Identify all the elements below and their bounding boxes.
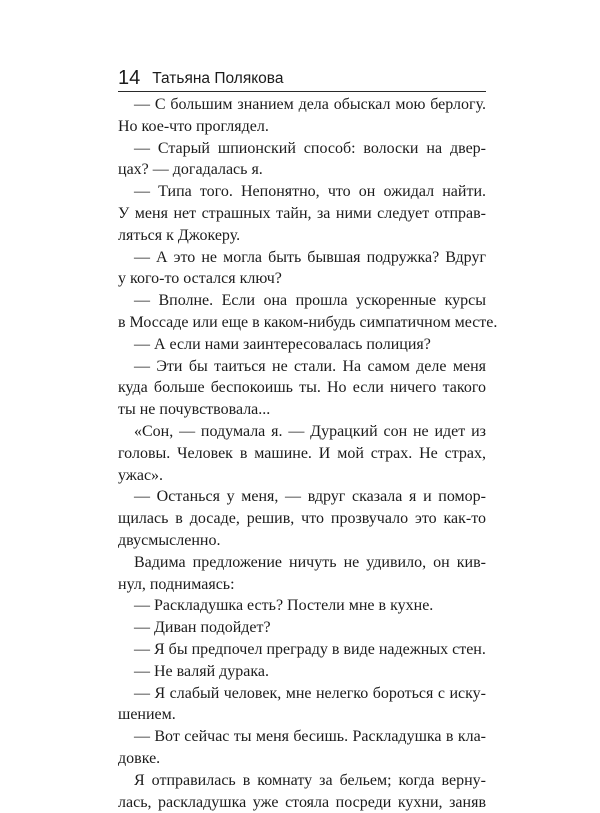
text-line: нул, поднимаясь: xyxy=(118,574,486,596)
text-line: «Сон, — подумала я. — Дурацкий сон не идет из xyxy=(118,421,486,443)
page-number: 14 xyxy=(118,68,140,88)
text-line: — Вполне. Если она прошла ускоренные курсы xyxy=(118,290,486,312)
text-line: в Моссаде или еще в каком-нибудь симпатичном месте. xyxy=(118,312,486,334)
text-line: головы. Человек в машине. И мой страх. Не страх, xyxy=(118,443,486,465)
text-line: у кого-то остался ключ? xyxy=(118,268,486,290)
text-line: — Эти бы таиться не стали. На самом деле меня xyxy=(118,356,486,378)
text-line: — Я бы предпочел преграду в виде надежных стен. xyxy=(118,639,486,661)
running-header xyxy=(118,58,486,92)
text-line: лась, раскладушка уже стояла посреди кухни, заняв xyxy=(118,792,486,813)
text-line: — Я слабый человек, мне нелегко бороться с иску- xyxy=(118,683,486,705)
text-line: ты не почувствовала... xyxy=(118,399,486,421)
text-line: У меня нет страшных тайн, за ними следует отправ- xyxy=(118,203,486,225)
text-line: Вадима предложение ничуть не удивило, он кив- xyxy=(118,552,486,574)
text-line: ужас». xyxy=(118,465,486,487)
text-line: — Типа того. Непонятно, что он ожидал найти. xyxy=(118,181,486,203)
text-line: куда больше беспокоишь ты. Но если ничего такого xyxy=(118,377,486,399)
text-line: — Останься у меня, — вдруг сказала я и помор- xyxy=(118,486,486,508)
text-line: — Диван подойдет? xyxy=(118,617,486,639)
running-head-author: Татьяна Полякова xyxy=(152,70,283,88)
text-line: двусмысленно. xyxy=(118,530,486,552)
text-line: — А если нами заинтересовалась полиция? xyxy=(118,334,486,356)
text-line: — Не валяй дурака. xyxy=(118,661,486,683)
text-line: — С большим знанием дела обыскал мою берлогу. xyxy=(118,94,486,116)
text-line: довке. xyxy=(118,748,486,770)
text-line: цах? — догадалась я. xyxy=(118,159,486,181)
text-line: шением. xyxy=(118,704,486,726)
text-line: — Раскладушка есть? Постели мне в кухне. xyxy=(118,595,486,617)
text-line: ляться к Джокеру. xyxy=(118,225,486,247)
text-body xyxy=(118,94,486,813)
text-line: — Вот сейчас ты меня бесишь. Раскладушка в кла- xyxy=(118,726,486,748)
text-line: — А это не могла быть бывшая подружка? Вдруг xyxy=(118,247,486,269)
text-line: Я отправилась в комнату за бельем; когда верну- xyxy=(118,770,486,792)
text-line: Но кое-что проглядел. xyxy=(118,116,486,138)
text-line: щилась в досаде, решив, что прозвучало это как-то xyxy=(118,508,486,530)
text-line: — Старый шпионский способ: волоски на двер- xyxy=(118,138,486,160)
